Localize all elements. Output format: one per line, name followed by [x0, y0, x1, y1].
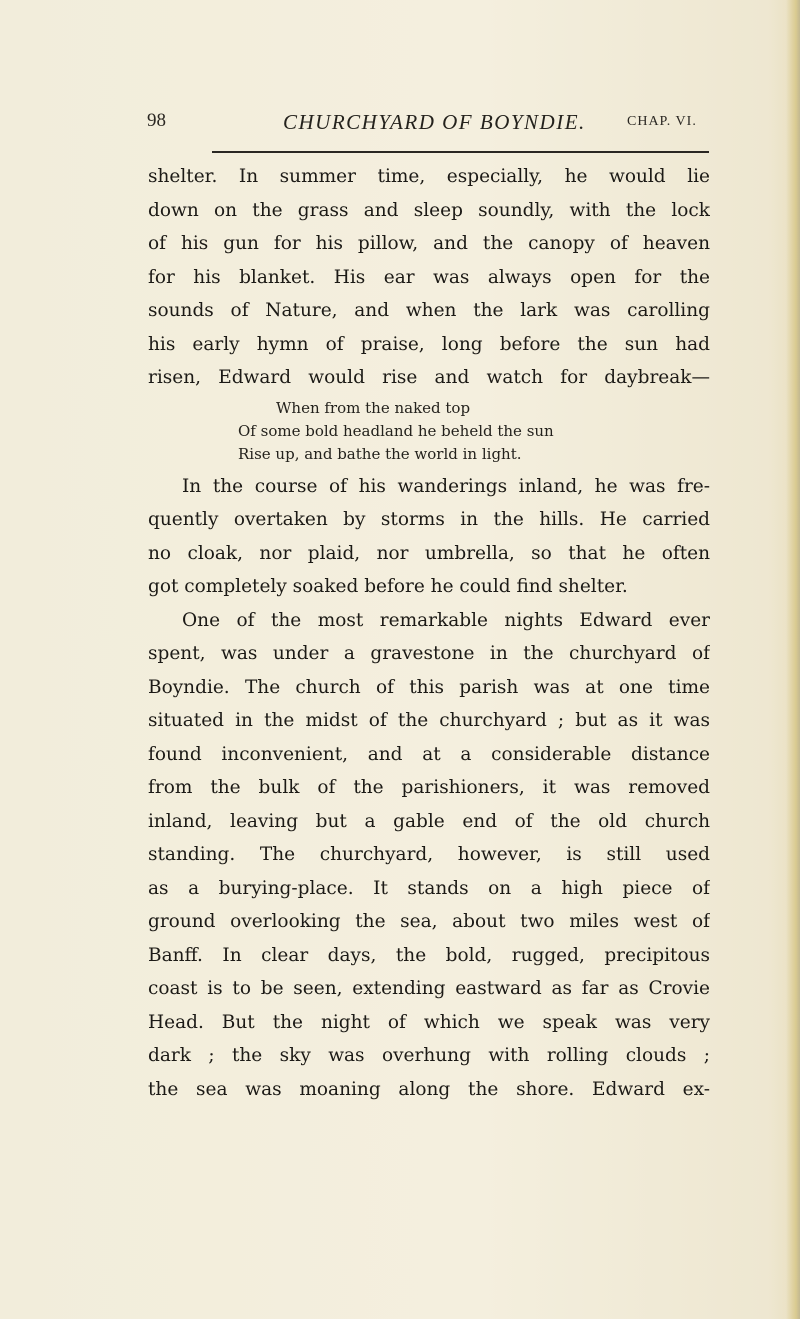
text-line: as a burying-place. It stands on a high piece of [148, 877, 710, 899]
paragraph-3 [148, 604, 710, 1107]
running-title: CHURCHYARD OF BOYNDIE. [283, 110, 586, 134]
text-line: for his blanket. His ear was always open for the [148, 266, 710, 288]
body-text [148, 160, 710, 1106]
text-line: In the course of his wanderings inland, he was fre- [182, 475, 710, 497]
text-line: Head. But the night of which we speak was very [148, 1011, 710, 1033]
text-line: got completely soaked before he could find shelter. [148, 576, 628, 597]
verse-quotation [148, 397, 710, 466]
text-line: quently overtaken by storms in the hills. He carried [148, 509, 710, 530]
text-line: shelter. In summer time, especially, he would lie [148, 166, 710, 187]
text-line: Boyndie. The church of this parish was at one time [148, 676, 710, 698]
text-line: from the bulk of the parishioners, it was removed [148, 777, 710, 798]
text-line: inland, leaving but a gable end of the old church [148, 810, 710, 832]
text-line: ground overlooking the sea, about two miles west of [148, 911, 710, 932]
chapter-label: CHAP. VI. [627, 114, 697, 129]
text-line: standing. The churchyard, however, is still used [148, 844, 710, 865]
text-line: down on the grass and sleep soundly, with the lock [148, 199, 710, 221]
paragraph-1 [148, 160, 710, 395]
text-line: sounds of Nature, and when the lark was carolling [148, 300, 710, 321]
text-line: found inconvenient, and at a considerable distance [148, 743, 710, 765]
text-line: One of the most remarkable nights Edward ever [182, 609, 710, 631]
text-line: the sea was moaning along the shore. Edward ex- [148, 1078, 710, 1100]
header-rule [212, 151, 709, 153]
text-line: risen, Edward would rise and watch for daybreak— [148, 367, 710, 388]
verse-line: Rise up, and bathe the world in light. [238, 444, 522, 463]
page-edge-shadow [786, 0, 800, 1319]
text-line: Banff. In clear days, the bold, rugged, precipitous [148, 944, 710, 966]
text-line: dark ; the sky was overhung with rolling clouds ; [148, 1045, 710, 1066]
page-header [147, 110, 715, 150]
text-line: no cloak, nor plaid, nor umbrella, so that he often [148, 542, 710, 564]
paragraph-2 [148, 470, 710, 604]
verse-line: Of some bold headland he beheld the sun [238, 421, 554, 440]
text-line: spent, was under a gravestone in the churchyard of [148, 643, 710, 664]
text-line: of his gun for his pillow, and the canopy of heaven [148, 233, 710, 254]
text-line: coast is to be seen, extending eastward as far as Crovie [148, 978, 710, 999]
verse-line: When from the naked top [276, 398, 471, 417]
page-number: 98 [147, 110, 166, 131]
text-line: his early hymn of praise, long before the sun had [148, 333, 710, 355]
text-line: situated in the midst of the churchyard ; but as it was [148, 710, 710, 731]
